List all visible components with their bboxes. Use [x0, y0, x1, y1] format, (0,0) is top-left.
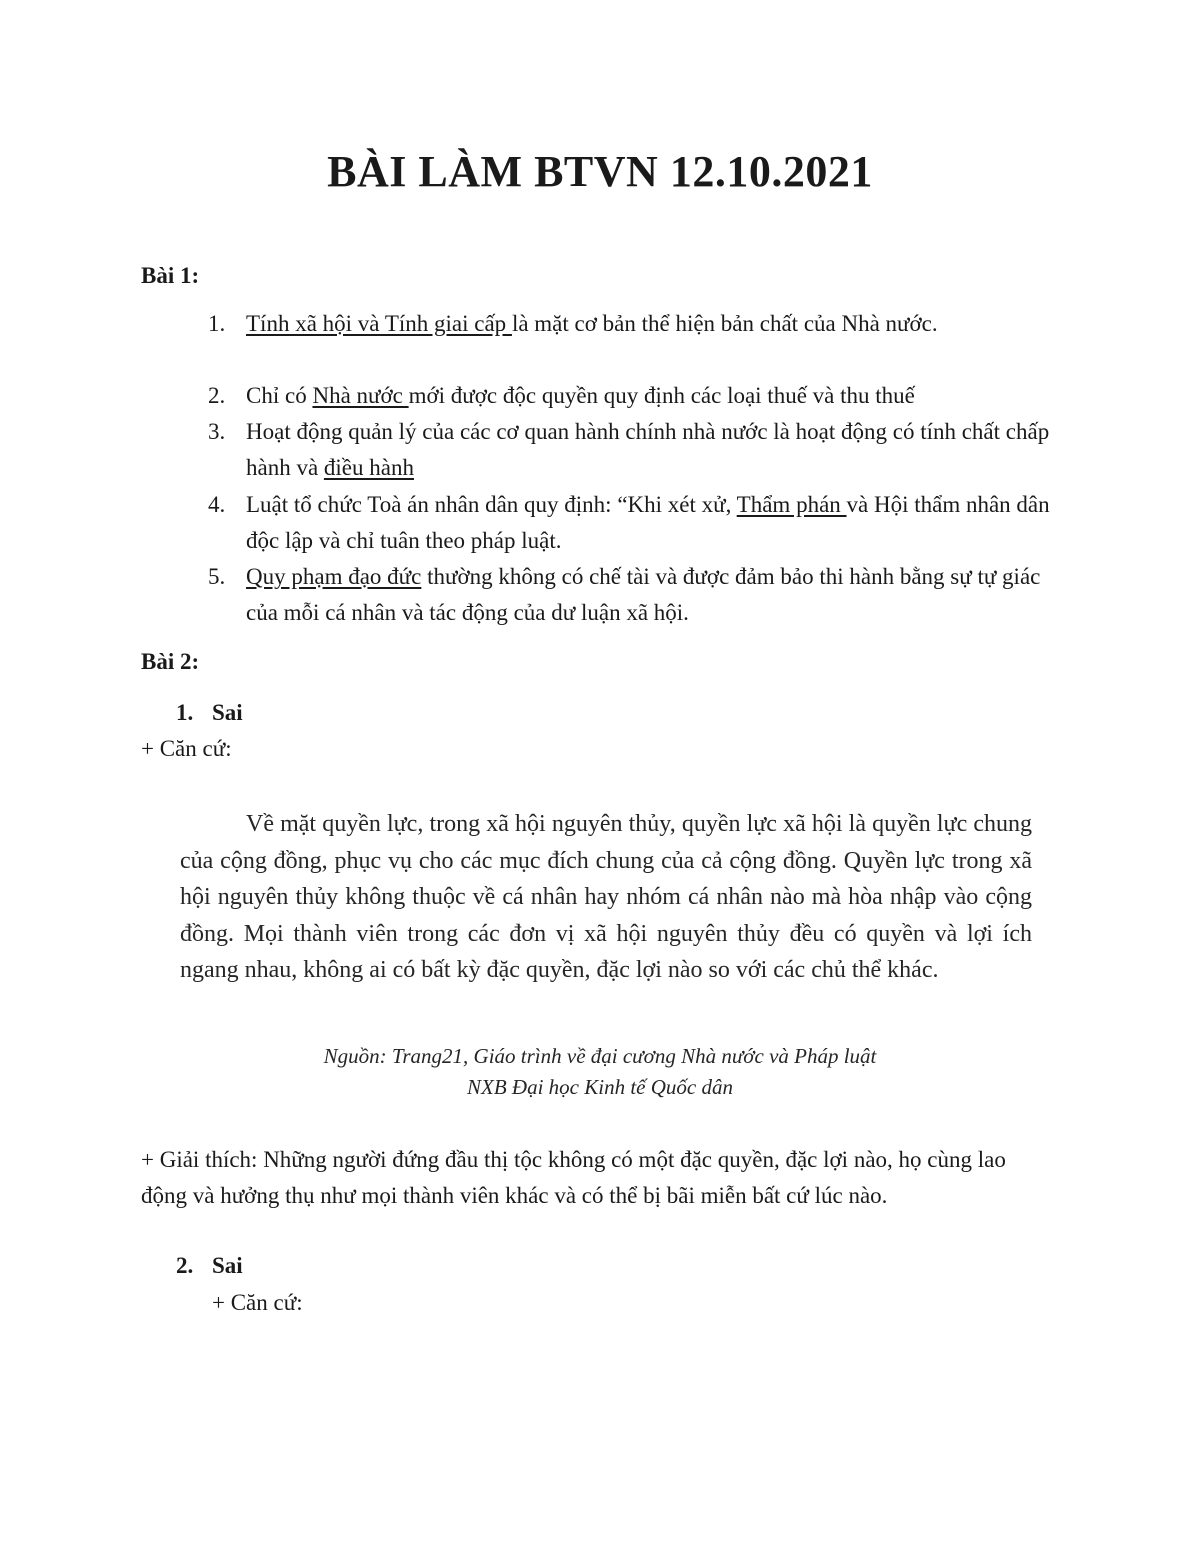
q1-explanation: + Giải thích: Những người đứng đầu thị tộc không có một đặc quyền, đặc lợi nào, họ cùng lao động và hưởng thụ như mọi thành viên khác và có thể bị bãi miễn bất cứ lúc nào. [141, 1147, 1006, 1208]
item-number: 4. [208, 492, 226, 517]
q1-answer: Sai [212, 700, 243, 725]
item-text-pre: Chỉ có [246, 383, 313, 408]
item-text-rest: và Hội thẩm nhân dân độc lập và chỉ tuân theo pháp luật. [246, 492, 1050, 553]
item-number: 5. [208, 564, 226, 589]
item-text-rest: là mặt cơ bản thể hiện bản chất của Nhà nước. [511, 311, 938, 336]
item-number: 2. [208, 383, 226, 408]
item-text [246, 414, 1056, 486]
source-citation: Nguồn: Trang21, Giáo trình về đại cương Nhà nước và Pháp luật [323, 1044, 877, 1068]
q2-can-cu-label: + Căn cứ: [212, 1290, 303, 1315]
bai2-heading: Bài 2: [141, 649, 200, 674]
item-text-pre: Luật tổ chức Toà án nhân dân quy định: “Khi xét xử, [246, 492, 737, 517]
q1-number: 1. [176, 700, 194, 725]
item-text-rest: mới được độc quyền quy định các loại thuế và thu thuế [408, 383, 915, 408]
underlined-term: điều hành [323, 455, 414, 480]
item-text [246, 559, 1056, 631]
source-publisher: NXB Đại học Kinh tế Quốc dân [467, 1075, 733, 1099]
item-text [246, 306, 1056, 342]
q2-answer: Sai [212, 1253, 243, 1278]
item-text-pre: Hoạt động quản lý của các cơ quan hành chính nhà nước là hoạt động có tính chất chấp hành và [246, 419, 1050, 480]
item-text-rest: thường không có chế tài và được đảm bảo thi hành bằng sự tự giác của mỗi cá nhân và tác động của dư luận xã hội. [246, 564, 1041, 625]
underlined-term: Thẩm phán [736, 492, 847, 517]
page-title: BÀI LÀM BTVN 12.10.2021 [327, 147, 873, 196]
item-text [246, 378, 1056, 414]
item-text [246, 487, 1056, 559]
underlined-term: Quy phạm đạo đức [246, 564, 422, 589]
q1-can-cu-label: + Căn cứ: [141, 736, 232, 761]
bai1-heading: Bài 1: [141, 263, 200, 288]
q2-number: 2. [176, 1253, 194, 1278]
underlined-term: Nhà nước [312, 383, 409, 408]
underlined-term: Tính xã hội và Tính giai cấp [246, 311, 512, 336]
quoted-excerpt: Về mặt quyền lực, trong xã hội nguyên thủy, quyền lực xã hội là quyền lực chung của cộng đồng, phục vụ cho các mục đích chung của cả cộng đồng. Quyền lực trong xã hội nguyên thủy không thuộc về cá nhân hay nhóm cá nhân nào mà hòa nhập vào cộng đồng. Mọi thành viên trong các đơn vị xã hội nguyên thủy đều có quyền và lợi ích ngang nhau, không ai có bất kỳ đặc quyền, đặc lợi nào so với các chủ thể khác. [180, 811, 1032, 984]
item-number: 1. [208, 311, 226, 336]
item-number: 3. [208, 419, 226, 444]
